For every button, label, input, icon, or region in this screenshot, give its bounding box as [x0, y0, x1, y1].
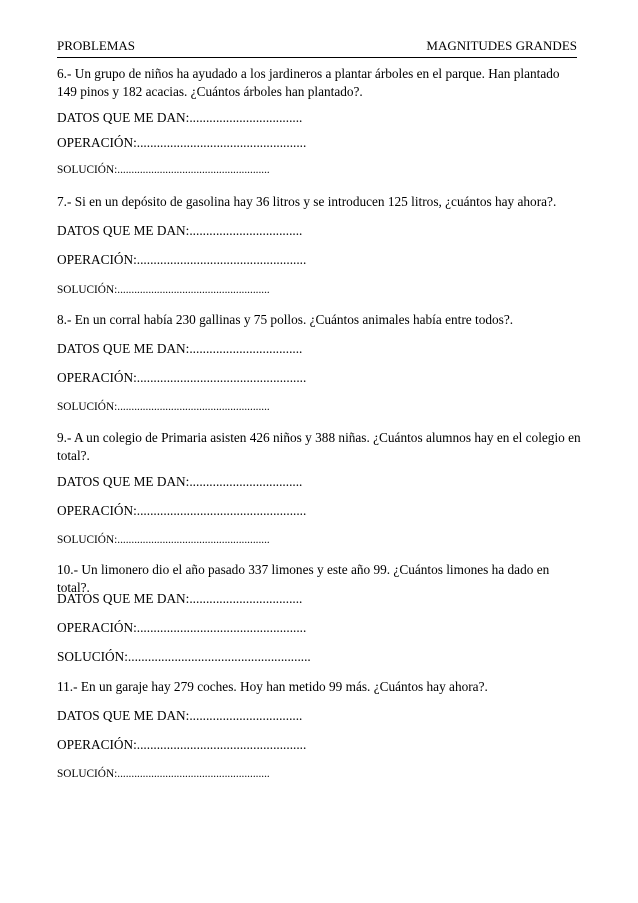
problem-9-operacion: OPERACIÓN:...................................................: [57, 503, 307, 518]
problem-7-text: 7.- Si en un depósito de gasolina hay 36 litros y se introducen 125 litros, ¿cuántos hay ahora?.: [57, 194, 557, 209]
problem-6-solucion: SOLUCIÓN:......................................................: [57, 164, 270, 176]
problem-7-operacion: OPERACIÓN:...................................................: [57, 252, 307, 267]
problem-8-datos: DATOS QUE ME DAN:..................................: [57, 341, 303, 356]
problem-8-solucion: SOLUCIÓN:......................................................: [57, 401, 270, 413]
problem-9-text: 9.- A un colegio de Primaria asisten 426 niños y 388 niñas. ¿Cuántos alumnos hay en el colegio en total?.: [57, 430, 581, 463]
problem-7-datos: DATOS QUE ME DAN:..................................: [57, 223, 303, 238]
problem-11-solucion: SOLUCIÓN:......................................................: [57, 768, 270, 780]
header-title-right: MAGNITUDES GRANDES: [426, 38, 577, 53]
problem-11-operacion: OPERACIÓN:...................................................: [57, 737, 307, 752]
header-title-left: PROBLEMAS: [57, 38, 136, 53]
problem-9-datos: DATOS QUE ME DAN:..................................: [57, 474, 303, 489]
problem-10-text: 10.- Un limonero dio el año pasado 337 limones y este año 99. ¿Cuántos limones ha dado en total?.: [57, 562, 550, 595]
problem-6-text: 6.- Un grupo de niños ha ayudado a los jardineros a plantar árboles en el parque. Han plantado 149 pinos y 182 acacias. ¿Cuántos árboles han plantado?.: [57, 66, 560, 99]
problem-6-operacion: OPERACIÓN:...................................................: [57, 135, 307, 150]
problem-11-text: 11.- En un garaje hay 279 coches. Hoy han metido 99 más. ¿Cuántos hay ahora?.: [57, 679, 488, 694]
problem-8-operacion: OPERACIÓN:...................................................: [57, 370, 307, 385]
page-header: [57, 37, 577, 58]
problem-9-solucion: SOLUCIÓN:......................................................: [57, 534, 270, 546]
problem-10-operacion: OPERACIÓN:...................................................: [57, 620, 307, 635]
problem-11-datos: DATOS QUE ME DAN:..................................: [57, 708, 303, 723]
problem-7-solucion: SOLUCIÓN:......................................................: [57, 284, 270, 296]
problem-6-datos: DATOS QUE ME DAN:..................................: [57, 110, 303, 125]
problem-10-datos: DATOS QUE ME DAN:..................................: [57, 591, 303, 606]
problem-10-solucion: SOLUCIÓN:.......................................................: [57, 649, 311, 664]
problem-8-text: 8.- En un corral había 230 gallinas y 75 pollos. ¿Cuántos animales había entre todos?.: [57, 312, 514, 327]
